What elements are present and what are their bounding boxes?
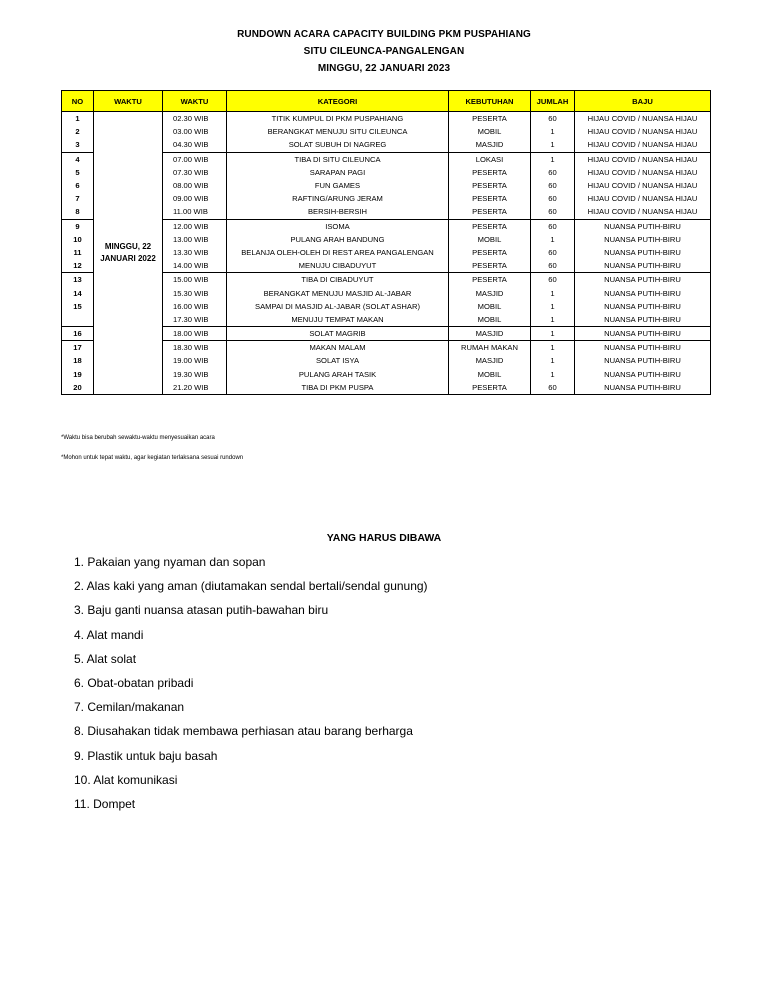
- row-number: [62, 313, 94, 327]
- row-category: BERANGKAT MENUJU MASJID AL-JABAR: [227, 286, 449, 299]
- row-quantity: 60: [531, 112, 575, 126]
- row-quantity: 60: [531, 166, 575, 179]
- row-quantity: 1: [531, 327, 575, 341]
- list-item: 7. Cemilan/makanan: [74, 700, 185, 715]
- day-label: MINGGU, 22 JANUARI 2022: [94, 112, 163, 395]
- row-time: 13.30 WIB: [163, 246, 227, 259]
- row-number: 16: [62, 327, 94, 341]
- row-need: PESERTA: [449, 192, 531, 205]
- row-quantity: 1: [531, 313, 575, 327]
- list-item: 6. Obat-obatan pribadi: [74, 675, 194, 690]
- row-time: 15.30 WIB: [163, 286, 227, 299]
- note-punctuality: *Mohon untuk tepat waktu, agar kegiatan terlaksana sesuai rundown: [61, 455, 244, 461]
- row-time: 16.00 WIB: [163, 300, 227, 313]
- list-item: 11. Dompet: [74, 796, 136, 811]
- row-number: 4: [62, 152, 94, 166]
- bring-list-title: YANG HARUS DIBAWA: [326, 532, 442, 544]
- row-category: BELANJA OLEH-OLEH DI REST AREA PANGALENGAN: [227, 246, 449, 259]
- list-item: 1. Pakaian yang nyaman dan sopan: [74, 555, 266, 569]
- row-quantity: 60: [531, 219, 575, 233]
- row-time: 03.00 WIB: [163, 125, 227, 138]
- row-outfit: HIJAU COVID / NUANSA HIJAU: [575, 138, 711, 152]
- row-need: LOKASI: [449, 152, 531, 166]
- column-header-waktu: WAKTU: [94, 91, 163, 112]
- row-outfit: HIJAU COVID / NUANSA HIJAU: [575, 152, 711, 166]
- row-need: MOBIL: [449, 313, 531, 327]
- row-need: MASJID: [449, 286, 531, 299]
- row-outfit: NUANSA PUTIH-BIRU: [575, 381, 711, 395]
- row-category: BERANGKAT MENUJU SITU CILEUNCA: [227, 125, 449, 138]
- rundown-table: [61, 90, 711, 395]
- row-need: PESERTA: [449, 179, 531, 192]
- row-need: PESERTA: [449, 205, 531, 219]
- document-title: RUNDOWN ACARA CAPACITY BUILDING PKM PUSPAHIANG: [237, 29, 531, 40]
- table-header-row: [62, 91, 711, 112]
- row-need: PESERTA: [449, 166, 531, 179]
- list-item: 9. Plastik untuk baju basah: [74, 748, 218, 763]
- row-quantity: 1: [531, 152, 575, 166]
- row-need: MASJID: [449, 354, 531, 367]
- row-outfit: HIJAU COVID / NUANSA HIJAU: [575, 112, 711, 126]
- row-category: RAFTING/ARUNG JERAM: [227, 192, 449, 205]
- row-number: 12: [62, 259, 94, 273]
- row-number: 13: [62, 273, 94, 287]
- row-number: 6: [62, 179, 94, 192]
- row-category: SOLAT MAGRIB: [227, 327, 449, 341]
- row-category: SARAPAN PAGI: [227, 166, 449, 179]
- row-number: 15: [62, 300, 94, 313]
- row-number: 10: [62, 233, 94, 246]
- row-outfit: HIJAU COVID / NUANSA HIJAU: [575, 192, 711, 205]
- rundown-table-body: [62, 112, 711, 395]
- row-need: MOBIL: [449, 368, 531, 381]
- row-quantity: 1: [531, 286, 575, 299]
- row-category: MENUJU CIBADUYUT: [227, 259, 449, 273]
- row-need: PESERTA: [449, 112, 531, 126]
- row-quantity: 1: [531, 368, 575, 381]
- row-outfit: NUANSA PUTIH-BIRU: [575, 273, 711, 287]
- row-category: BERSIH-BERSIH: [227, 205, 449, 219]
- row-need: PESERTA: [449, 259, 531, 273]
- column-header-kebutuhan: KEBUTUHAN: [449, 91, 531, 112]
- row-outfit: HIJAU COVID / NUANSA HIJAU: [575, 166, 711, 179]
- row-quantity: 60: [531, 179, 575, 192]
- row-category: TIBA DI SITU CILEUNCA: [227, 152, 449, 166]
- row-category: TIBA DI PKM PUSPA: [227, 381, 449, 395]
- date-subtitle: MINGGU, 22 JANUARI 2023: [317, 63, 451, 74]
- list-item: 4. Alat mandi: [74, 627, 144, 642]
- row-quantity: 60: [531, 273, 575, 287]
- row-outfit: NUANSA PUTIH-BIRU: [575, 313, 711, 327]
- column-header-kategori: KATEGORI: [227, 91, 449, 112]
- column-header-no: NO: [62, 91, 94, 112]
- row-number: 19: [62, 368, 94, 381]
- row-quantity: 1: [531, 300, 575, 313]
- row-number: 11: [62, 246, 94, 259]
- list-item: 8. Diusahakan tidak membawa perhiasan atau barang berharga: [74, 724, 413, 739]
- row-quantity: 60: [531, 259, 575, 273]
- row-category: PULANG ARAH BANDUNG: [227, 233, 449, 246]
- list-item: 5. Alat solat: [74, 651, 137, 666]
- row-number: 7: [62, 192, 94, 205]
- row-need: PESERTA: [449, 273, 531, 287]
- column-header-waktu-time: WAKTU: [163, 91, 227, 112]
- row-need: PESERTA: [449, 219, 531, 233]
- row-category: SOLAT SUBUH DI NAGREG: [227, 138, 449, 152]
- list-item: 3. Baju ganti nuansa atasan putih-bawahan biru: [74, 603, 329, 618]
- row-number: 20: [62, 381, 94, 395]
- row-quantity: 60: [531, 246, 575, 259]
- row-time: 19.30 WIB: [163, 368, 227, 381]
- row-number: 18: [62, 354, 94, 367]
- row-quantity: 60: [531, 381, 575, 395]
- row-time: 09.00 WIB: [163, 192, 227, 205]
- row-number: 9: [62, 219, 94, 233]
- row-need: PESERTA: [449, 246, 531, 259]
- list-item: 2. Alas kaki yang aman (diutamakan sendal bertali/sendal gunung): [74, 579, 428, 594]
- row-time: 13.00 WIB: [163, 233, 227, 246]
- row-outfit: NUANSA PUTIH-BIRU: [575, 341, 711, 355]
- row-number: 17: [62, 341, 94, 355]
- row-outfit: NUANSA PUTIH-BIRU: [575, 286, 711, 299]
- row-outfit: NUANSA PUTIH-BIRU: [575, 300, 711, 313]
- row-need: MOBIL: [449, 300, 531, 313]
- row-category: FUN GAMES: [227, 179, 449, 192]
- row-outfit: NUANSA PUTIH-BIRU: [575, 233, 711, 246]
- row-outfit: HIJAU COVID / NUANSA HIJAU: [575, 125, 711, 138]
- row-outfit: NUANSA PUTIH-BIRU: [575, 354, 711, 367]
- row-quantity: 1: [531, 138, 575, 152]
- row-time: 19.00 WIB: [163, 354, 227, 367]
- row-time: 12.00 WIB: [163, 219, 227, 233]
- row-time: 14.00 WIB: [163, 259, 227, 273]
- row-quantity: 60: [531, 205, 575, 219]
- row-need: MOBIL: [449, 125, 531, 138]
- bring-list: [74, 552, 428, 818]
- row-outfit: NUANSA PUTIH-BIRU: [575, 327, 711, 341]
- row-number: 14: [62, 286, 94, 299]
- row-time: 18.00 WIB: [163, 327, 227, 341]
- row-number: 3: [62, 138, 94, 152]
- row-outfit: HIJAU COVID / NUANSA HIJAU: [575, 179, 711, 192]
- column-header-jumlah: JUMLAH: [531, 91, 575, 112]
- row-time: 04.30 WIB: [163, 138, 227, 152]
- row-category: ISOMA: [227, 219, 449, 233]
- row-time: 07.00 WIB: [163, 152, 227, 166]
- row-time: 15.00 WIB: [163, 273, 227, 287]
- row-need: RUMAH MAKAN: [449, 341, 531, 355]
- row-time: 21.20 WIB: [163, 381, 227, 395]
- row-time: 02.30 WIB: [163, 112, 227, 126]
- row-time: 17.30 WIB: [163, 313, 227, 327]
- row-category: TITIK KUMPUL DI PKM PUSPAHIANG: [227, 112, 449, 126]
- row-time: 08.00 WIB: [163, 179, 227, 192]
- row-category: SOLAT ISYA: [227, 354, 449, 367]
- location-subtitle: SITU CILEUNCA-PANGALENGAN: [303, 46, 465, 57]
- row-quantity: 1: [531, 125, 575, 138]
- row-outfit: NUANSA PUTIH-BIRU: [575, 246, 711, 259]
- row-need: MASJID: [449, 138, 531, 152]
- row-category: MAKAN MALAM: [227, 341, 449, 355]
- list-item: 10. Alat komunikasi: [74, 772, 178, 787]
- column-header-baju: BAJU: [575, 91, 711, 112]
- row-number: 2: [62, 125, 94, 138]
- row-category: SAMPAI DI MASJID AL-JABAR (SOLAT ASHAR): [227, 300, 449, 313]
- row-outfit: NUANSA PUTIH-BIRU: [575, 368, 711, 381]
- row-need: MOBIL: [449, 233, 531, 246]
- row-category: MENUJU TEMPAT MAKAN: [227, 313, 449, 327]
- row-quantity: 1: [531, 354, 575, 367]
- row-outfit: NUANSA PUTIH-BIRU: [575, 259, 711, 273]
- row-quantity: 60: [531, 192, 575, 205]
- row-need: MASJID: [449, 327, 531, 341]
- row-outfit: HIJAU COVID / NUANSA HIJAU: [575, 205, 711, 219]
- note-time-change: *Waktu bisa berubah sewaktu-waktu menyesuaikan acara: [61, 435, 215, 441]
- row-time: 18.30 WIB: [163, 341, 227, 355]
- row-number: 5: [62, 166, 94, 179]
- row-number: 8: [62, 205, 94, 219]
- row-time: 11.00 WIB: [163, 205, 227, 219]
- row-outfit: NUANSA PUTIH-BIRU: [575, 219, 711, 233]
- row-need: PESERTA: [449, 381, 531, 395]
- row-time: 07.30 WIB: [163, 166, 227, 179]
- row-quantity: 1: [531, 341, 575, 355]
- row-category: TIBA DI CIBADUYUT: [227, 273, 449, 287]
- table-row: [62, 112, 711, 126]
- row-quantity: 1: [531, 233, 575, 246]
- row-category: PULANG ARAH TASIK: [227, 368, 449, 381]
- row-number: 1: [62, 112, 94, 126]
